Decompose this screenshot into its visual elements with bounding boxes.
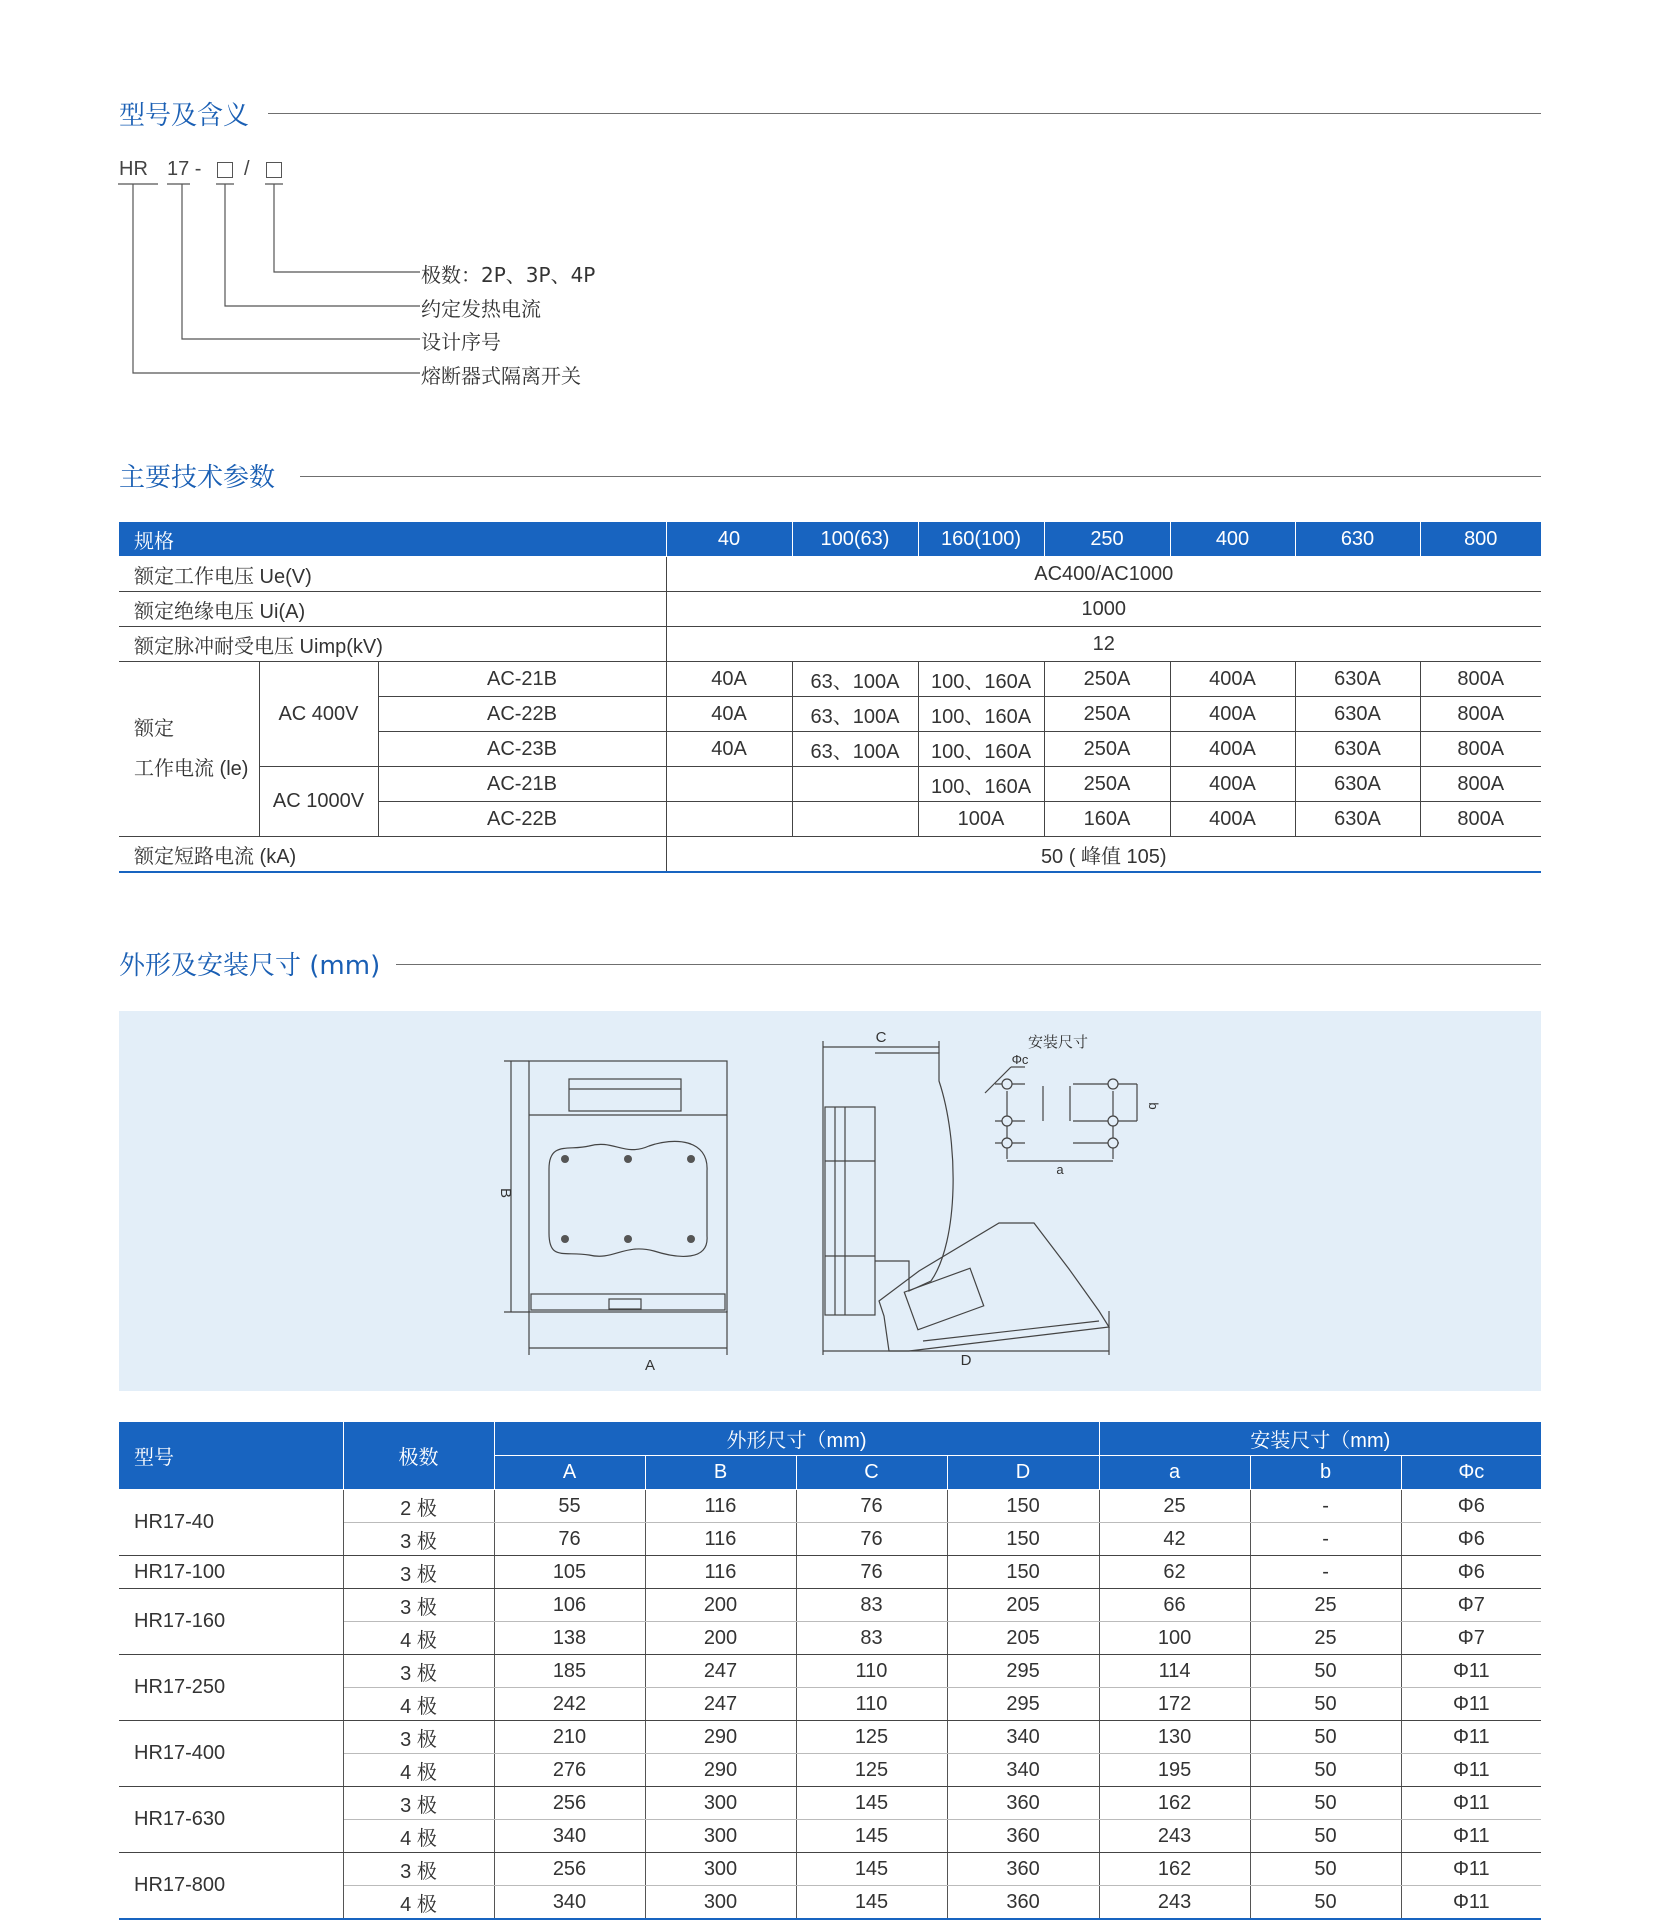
dim-col-header: a xyxy=(1099,1456,1250,1490)
spec-cell: 630A xyxy=(1295,767,1420,802)
dim-table-body xyxy=(119,1490,1541,1920)
spec-cell: 40A xyxy=(666,697,792,732)
dimension-cell: 116 xyxy=(645,1490,796,1523)
dimension-cell: 125 xyxy=(796,1754,947,1787)
dimension-cell: 42 xyxy=(1099,1523,1250,1556)
dimension-cell: 116 xyxy=(645,1523,796,1556)
dim-label-D: D xyxy=(960,1352,972,1369)
fuse-screws xyxy=(561,1155,695,1243)
legend-product: 熔断器式隔离开关 xyxy=(421,364,581,388)
pole-count: 4 极 xyxy=(343,1688,494,1721)
dimension-cell: 50 xyxy=(1250,1820,1401,1853)
spec-category: AC-22B xyxy=(378,802,666,837)
dimension-cell: 243 xyxy=(1099,1820,1250,1853)
spec-row-insulation-voltage xyxy=(119,592,1541,627)
dim-col-header: Φc xyxy=(1401,1456,1541,1490)
dimension-cell: 138 xyxy=(494,1622,645,1655)
dimension-cell: Φ11 xyxy=(1401,1655,1541,1688)
table-row xyxy=(119,1721,1541,1754)
dimension-cell: 114 xyxy=(1099,1655,1250,1688)
dimension-cell: 300 xyxy=(645,1787,796,1820)
dimension-cell: 205 xyxy=(947,1589,1099,1622)
dimension-cell: - xyxy=(1250,1556,1401,1589)
section-rule xyxy=(396,964,1541,965)
spec-cell: 100、160A xyxy=(918,767,1044,802)
dimension-cell: 105 xyxy=(494,1556,645,1589)
dimension-cell: 300 xyxy=(645,1853,796,1886)
dimension-cell: 150 xyxy=(947,1490,1099,1523)
dim-label-C: C xyxy=(875,1029,887,1046)
spec-size: 160(100) xyxy=(918,522,1044,557)
dimension-cell: 300 xyxy=(645,1886,796,1920)
dimension-cell: 276 xyxy=(494,1754,645,1787)
dimension-cell: 25 xyxy=(1250,1589,1401,1622)
dim-header-row xyxy=(119,1422,1541,1456)
table-row xyxy=(119,1655,1541,1688)
spec-cell: 400A xyxy=(1170,767,1295,802)
dimension-cell: 50 xyxy=(1250,1853,1401,1886)
dimension-cell: 150 xyxy=(947,1556,1099,1589)
dimension-cell: 145 xyxy=(796,1853,947,1886)
dimension-cell: Φ6 xyxy=(1401,1490,1541,1523)
dimension-cell: 360 xyxy=(947,1820,1099,1853)
dim-label-b: b xyxy=(1146,1102,1161,1110)
spec-value: 1000 xyxy=(666,592,1541,627)
pole-count: 2 极 xyxy=(343,1490,494,1523)
model-name: HR17-250 xyxy=(119,1655,343,1721)
dimension-cell: 290 xyxy=(645,1754,796,1787)
pole-count: 3 极 xyxy=(343,1787,494,1820)
dimension-cell: 25 xyxy=(1250,1622,1401,1655)
legend-design-no: 设计序号 xyxy=(421,330,501,354)
spec-current-line2: 工作电流 (le) xyxy=(134,758,249,780)
pole-count: 3 极 xyxy=(343,1721,494,1754)
section-rule xyxy=(300,476,1541,477)
model-name: HR17-100 xyxy=(119,1556,343,1589)
dimension-cell: 62 xyxy=(1099,1556,1250,1589)
spec-label: 额定脉冲耐受电压 Uimp(kV) xyxy=(119,627,666,662)
spec-cell: 250A xyxy=(1044,662,1170,697)
dimension-cell: 50 xyxy=(1250,1886,1401,1920)
code-series: 17 - xyxy=(167,158,202,180)
spec-current-group-label xyxy=(119,662,259,837)
spec-cell: 63、100A xyxy=(792,732,918,767)
spec-value: AC400/AC1000 xyxy=(666,557,1541,592)
dimension-table xyxy=(119,1421,1541,1920)
dimension-cell: 50 xyxy=(1250,1754,1401,1787)
dimension-cell: Φ11 xyxy=(1401,1787,1541,1820)
dimension-cell: Φ11 xyxy=(1401,1688,1541,1721)
spec-cell: 400A xyxy=(1170,802,1295,837)
spec-cell: 400A xyxy=(1170,697,1295,732)
dim-header-model: 型号 xyxy=(119,1422,343,1490)
dim-label-A: A xyxy=(644,1357,656,1374)
dimension-drawing xyxy=(119,1011,1541,1391)
spec-cell: 100、160A xyxy=(918,662,1044,697)
dim-label-a: a xyxy=(1056,1162,1064,1177)
dimension-cell: 145 xyxy=(796,1886,947,1920)
dimension-cell: 360 xyxy=(947,1787,1099,1820)
spec-category: AC-21B xyxy=(378,662,666,697)
spec-current-line1: 额定 xyxy=(134,718,174,740)
spec-label: 额定短路电流 (kA) xyxy=(119,837,666,873)
spec-cell: 250A xyxy=(1044,697,1170,732)
dimension-cell: 83 xyxy=(796,1589,947,1622)
spec-cell: 100、160A xyxy=(918,732,1044,767)
model-name: HR17-800 xyxy=(119,1853,343,1920)
pole-count: 4 极 xyxy=(343,1622,494,1655)
spec-cell xyxy=(792,802,918,837)
code-prefix: HR xyxy=(119,158,148,180)
spec-label: 额定绝缘电压 Ui(A) xyxy=(119,592,666,627)
model-name: HR17-40 xyxy=(119,1490,343,1556)
dimension-cell: 55 xyxy=(494,1490,645,1523)
dimension-cell: Φ11 xyxy=(1401,1820,1541,1853)
spec-row-rated-voltage xyxy=(119,557,1541,592)
dimension-cell: 25 xyxy=(1099,1490,1250,1523)
dimension-cell: 243 xyxy=(1099,1886,1250,1920)
dimension-cell: 200 xyxy=(645,1589,796,1622)
spec-ac400-label: AC 400V xyxy=(259,662,378,767)
code-leader-lines xyxy=(0,0,700,400)
pole-count: 3 极 xyxy=(343,1853,494,1886)
dim-col-header: D xyxy=(947,1456,1099,1490)
legend-current: 约定发热电流 xyxy=(421,297,541,321)
spec-size: 630 xyxy=(1295,522,1420,557)
dimension-cell: 150 xyxy=(947,1523,1099,1556)
dimension-cell: 360 xyxy=(947,1886,1099,1920)
dimension-cell: 125 xyxy=(796,1721,947,1754)
dimension-cell: Φ11 xyxy=(1401,1886,1541,1920)
spec-cell xyxy=(666,767,792,802)
table-row xyxy=(119,1589,1541,1622)
spec-cell: 400A xyxy=(1170,732,1295,767)
dimension-cell: 247 xyxy=(645,1688,796,1721)
dimension-cell: Φ6 xyxy=(1401,1556,1541,1589)
dimension-cell: 205 xyxy=(947,1622,1099,1655)
spec-cell: 800A xyxy=(1420,802,1541,837)
dimension-cell: 172 xyxy=(1099,1688,1250,1721)
spec-cell: 250A xyxy=(1044,732,1170,767)
pole-count: 3 极 xyxy=(343,1556,494,1589)
dimension-cell: - xyxy=(1250,1523,1401,1556)
pole-count: 4 极 xyxy=(343,1754,494,1787)
table-row xyxy=(119,1787,1541,1820)
spec-cell: 630A xyxy=(1295,662,1420,697)
spec-cell: 630A xyxy=(1295,802,1420,837)
dim-col-header: B xyxy=(645,1456,796,1490)
dimension-cell: 195 xyxy=(1099,1754,1250,1787)
dimension-cell: 110 xyxy=(796,1655,947,1688)
spec-row-impulse-voltage xyxy=(119,627,1541,662)
dimension-cell: 340 xyxy=(947,1754,1099,1787)
spec-size: 800 xyxy=(1420,522,1541,557)
dimension-cell: 76 xyxy=(494,1523,645,1556)
spec-header-row xyxy=(119,522,1541,557)
dim-header-poles: 极数 xyxy=(343,1422,494,1490)
spec-row-short-circuit xyxy=(119,837,1541,873)
pole-count: 3 极 xyxy=(343,1655,494,1688)
dimension-cell: 340 xyxy=(494,1820,645,1853)
dimension-cell: 200 xyxy=(645,1622,796,1655)
dimension-cell: 300 xyxy=(645,1820,796,1853)
spec-value: 12 xyxy=(666,627,1541,662)
spec-cell: 800A xyxy=(1420,697,1541,732)
dimension-cell: 116 xyxy=(645,1556,796,1589)
spec-value: 50 ( 峰值 105) xyxy=(666,837,1541,873)
pole-count: 3 极 xyxy=(343,1523,494,1556)
spec-cell: 40A xyxy=(666,662,792,697)
dimension-cell: 106 xyxy=(494,1589,645,1622)
spec-cell: 250A xyxy=(1044,767,1170,802)
dimension-cell: Φ11 xyxy=(1401,1754,1541,1787)
spec-cell xyxy=(792,767,918,802)
spec-header-label: 规格 xyxy=(119,522,666,557)
spec-cell: 800A xyxy=(1420,662,1541,697)
open-handle xyxy=(879,1223,1109,1351)
dimension-cell: 110 xyxy=(796,1688,947,1721)
spec-size: 400 xyxy=(1170,522,1295,557)
spec-size: 250 xyxy=(1044,522,1170,557)
dimension-drawing-panel xyxy=(119,1011,1541,1391)
table-row xyxy=(119,1853,1541,1886)
dimension-cell: - xyxy=(1250,1490,1401,1523)
pole-count: 3 极 xyxy=(343,1589,494,1622)
spec-category: AC-22B xyxy=(378,697,666,732)
dimension-cell: Φ11 xyxy=(1401,1721,1541,1754)
front-view-body xyxy=(529,1061,727,1312)
dimension-cell: 50 xyxy=(1250,1787,1401,1820)
table-row xyxy=(119,1490,1541,1523)
dimension-cell: 76 xyxy=(796,1490,947,1523)
mounting-holes xyxy=(1002,1079,1118,1148)
spec-cell: 800A xyxy=(1420,767,1541,802)
dimension-cell: 242 xyxy=(494,1688,645,1721)
model-name: HR17-160 xyxy=(119,1589,343,1655)
spec-size: 100(63) xyxy=(792,522,918,557)
spec-cell: 63、100A xyxy=(792,697,918,732)
dimension-cell: 50 xyxy=(1250,1688,1401,1721)
dimension-cell: 145 xyxy=(796,1820,947,1853)
spec-size: 40 xyxy=(666,522,792,557)
dim-label-phi-c: Φc xyxy=(1011,1052,1029,1067)
spec-row-current xyxy=(119,662,1541,697)
dimension-cell: 185 xyxy=(494,1655,645,1688)
pole-count: 4 极 xyxy=(343,1820,494,1853)
dim-col-header: C xyxy=(796,1456,947,1490)
dimension-cell: 256 xyxy=(494,1853,645,1886)
dimension-cell: 50 xyxy=(1250,1655,1401,1688)
dimension-cell: 76 xyxy=(796,1556,947,1589)
dimension-cell: 100 xyxy=(1099,1622,1250,1655)
spec-cell: 160A xyxy=(1044,802,1170,837)
legend-poles: 极数：2P、3P、4P xyxy=(421,263,596,287)
dimension-cell: 340 xyxy=(494,1886,645,1920)
spec-cell xyxy=(666,802,792,837)
dim-label-B: B xyxy=(497,1187,514,1199)
spec-row-current xyxy=(119,767,1541,802)
dimension-cell: 295 xyxy=(947,1688,1099,1721)
table-row xyxy=(119,1556,1541,1589)
dimension-cell: 210 xyxy=(494,1721,645,1754)
spec-label: 额定工作电压 Ue(V) xyxy=(119,557,666,592)
dimension-cell: 162 xyxy=(1099,1853,1250,1886)
spec-category: AC-21B xyxy=(378,767,666,802)
dim-col-header: b xyxy=(1250,1456,1401,1490)
spec-cell: 630A xyxy=(1295,697,1420,732)
dimension-cell: 162 xyxy=(1099,1787,1250,1820)
dim-col-header: A xyxy=(494,1456,645,1490)
spec-ac1000-label: AC 1000V xyxy=(259,767,378,837)
spec-cell: 63、100A xyxy=(792,662,918,697)
dim-header-mounting: 安装尺寸（mm) xyxy=(1099,1422,1541,1456)
dimension-cell: 76 xyxy=(796,1523,947,1556)
dimension-cell: 290 xyxy=(645,1721,796,1754)
model-name: HR17-630 xyxy=(119,1787,343,1853)
spec-table xyxy=(119,521,1541,873)
spec-category: AC-23B xyxy=(378,732,666,767)
dimension-cell: 130 xyxy=(1099,1721,1250,1754)
spec-cell: 630A xyxy=(1295,732,1420,767)
dimension-cell: Φ11 xyxy=(1401,1853,1541,1886)
dimension-cell: Φ6 xyxy=(1401,1523,1541,1556)
spec-cell: 100、160A xyxy=(918,697,1044,732)
spec-cell: 40A xyxy=(666,732,792,767)
section-title-tech-params: 主要技术参数 xyxy=(119,463,276,493)
dimension-cell: 83 xyxy=(796,1622,947,1655)
mount-title: 安装尺寸 xyxy=(1027,1034,1089,1051)
dimension-cell: Φ7 xyxy=(1401,1589,1541,1622)
dimension-cell: 66 xyxy=(1099,1589,1250,1622)
section-title-dimensions: 外形及安装尺寸 (mm) xyxy=(119,951,381,981)
dimension-cell: 295 xyxy=(947,1655,1099,1688)
dimension-cell: 256 xyxy=(494,1787,645,1820)
pole-count: 4 极 xyxy=(343,1886,494,1920)
dimension-cell: 247 xyxy=(645,1655,796,1688)
spec-cell: 100A xyxy=(918,802,1044,837)
model-name: HR17-400 xyxy=(119,1721,343,1787)
dimension-cell: 145 xyxy=(796,1787,947,1820)
dimension-cell: 360 xyxy=(947,1853,1099,1886)
spec-cell: 400A xyxy=(1170,662,1295,697)
spec-cell: 800A xyxy=(1420,732,1541,767)
dim-header-outline: 外形尺寸（mm) xyxy=(494,1422,1099,1456)
section-title-model-meaning: 型号及含义 xyxy=(119,101,250,131)
code-slash: / xyxy=(244,158,250,180)
dimension-cell: 50 xyxy=(1250,1721,1401,1754)
dimension-cell: Φ7 xyxy=(1401,1622,1541,1655)
dimension-cell: 340 xyxy=(947,1721,1099,1754)
